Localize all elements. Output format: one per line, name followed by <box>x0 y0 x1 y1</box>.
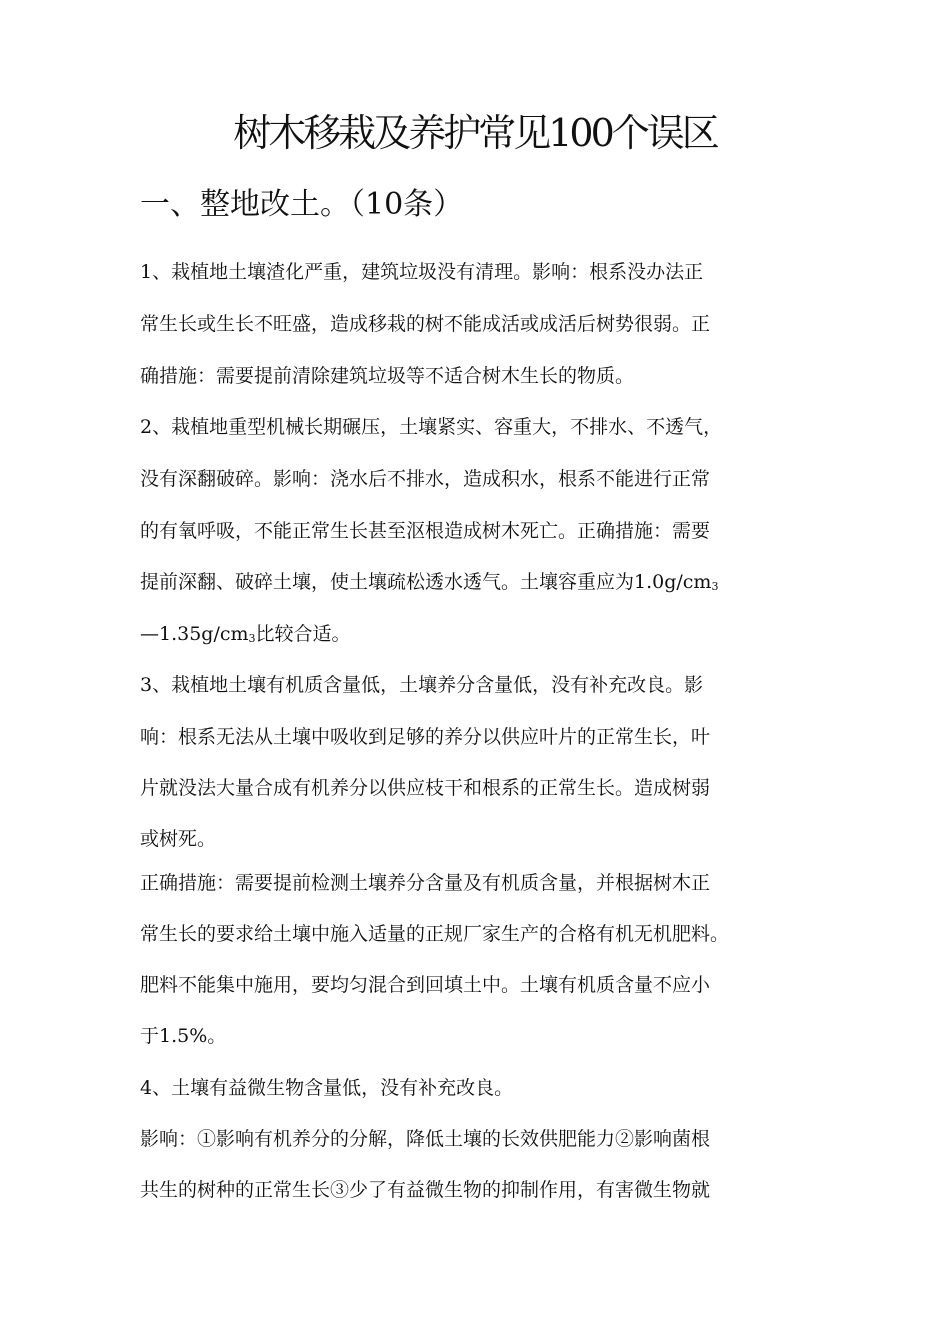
section-heading: 一、整地改土。（10条） <box>140 187 464 222</box>
paragraph-line: 于1.5%。 <box>140 1025 227 1047</box>
paragraph-line <box>140 567 718 602</box>
paragraph-line: 常生长或生长不旺盛，造成移栽的树不能成活或成活后树势很弱。正 <box>140 313 711 335</box>
paragraph-line: 2、栽植地重型机械长期碾压，土壤紧实、容重大，不排水、不透气， <box>140 416 723 438</box>
paragraph-line: 影响：①影响有机养分的分解，降低土壤的长效供肥能力②影响菌根 <box>140 1128 711 1150</box>
paragraph-line <box>140 619 351 654</box>
paragraph-line: 的有氧呼吸，不能正常生长甚至沤根造成树木死亡。正确措施：需要 <box>140 520 711 542</box>
paragraph-line: 肥料不能集中施用，要均匀混合到回填土中。土壤有机质含量不应小 <box>140 974 711 996</box>
paragraph-line: 正确措施：需要提前检测土壤养分含量及有机质含量，并根据树木正 <box>140 872 711 894</box>
paragraph-line: 没有深翻破碎。影响：浇水后不排水，造成积水，根系不能进行正常 <box>140 468 711 490</box>
document-title: 树木移栽及养护常见100个误区 <box>233 111 717 155</box>
paragraph-line: 或树死。 <box>140 828 217 850</box>
paragraph-line: 确措施：需要提前清除建筑垃圾等不适合树木生长的物质。 <box>140 365 635 387</box>
subscript: 3 <box>711 580 719 593</box>
subscript: 3 <box>248 632 256 645</box>
line-text: —1.35g/cm <box>140 623 249 645</box>
paragraph-line: 常生长的要求给土壤中施入适量的正规厂家生产的合格有机无机肥料。 <box>140 923 730 945</box>
paragraph-line: 4、土壤有益微生物含量低，没有补充改良。 <box>140 1077 514 1099</box>
paragraph-line: 响：根系无法从土壤中吸收到足够的养分以供应叶片的正常生长，叶 <box>140 726 711 748</box>
paragraph-line: 共生的树种的正常生长③少了有益微生物的抑制作用，有害微生物就 <box>140 1179 711 1201</box>
paragraph-line: 片就没法大量合成有机养分以供应枝干和根系的正常生长。造成树弱 <box>140 777 711 799</box>
paragraph-line: 3、栽植地土壤有机质含量低，土壤养分含量低，没有补充改良。影 <box>140 674 704 696</box>
line-text: 比较合适。 <box>255 623 351 645</box>
paragraph-line: 1、栽植地土壤渣化严重，建筑垃圾没有清理。影响：根系没办法正 <box>140 261 704 283</box>
line-text: 提前深翻、破碎土壤，使土壤疏松透水透气。土壤容重应为1.0g/cm <box>140 571 712 593</box>
